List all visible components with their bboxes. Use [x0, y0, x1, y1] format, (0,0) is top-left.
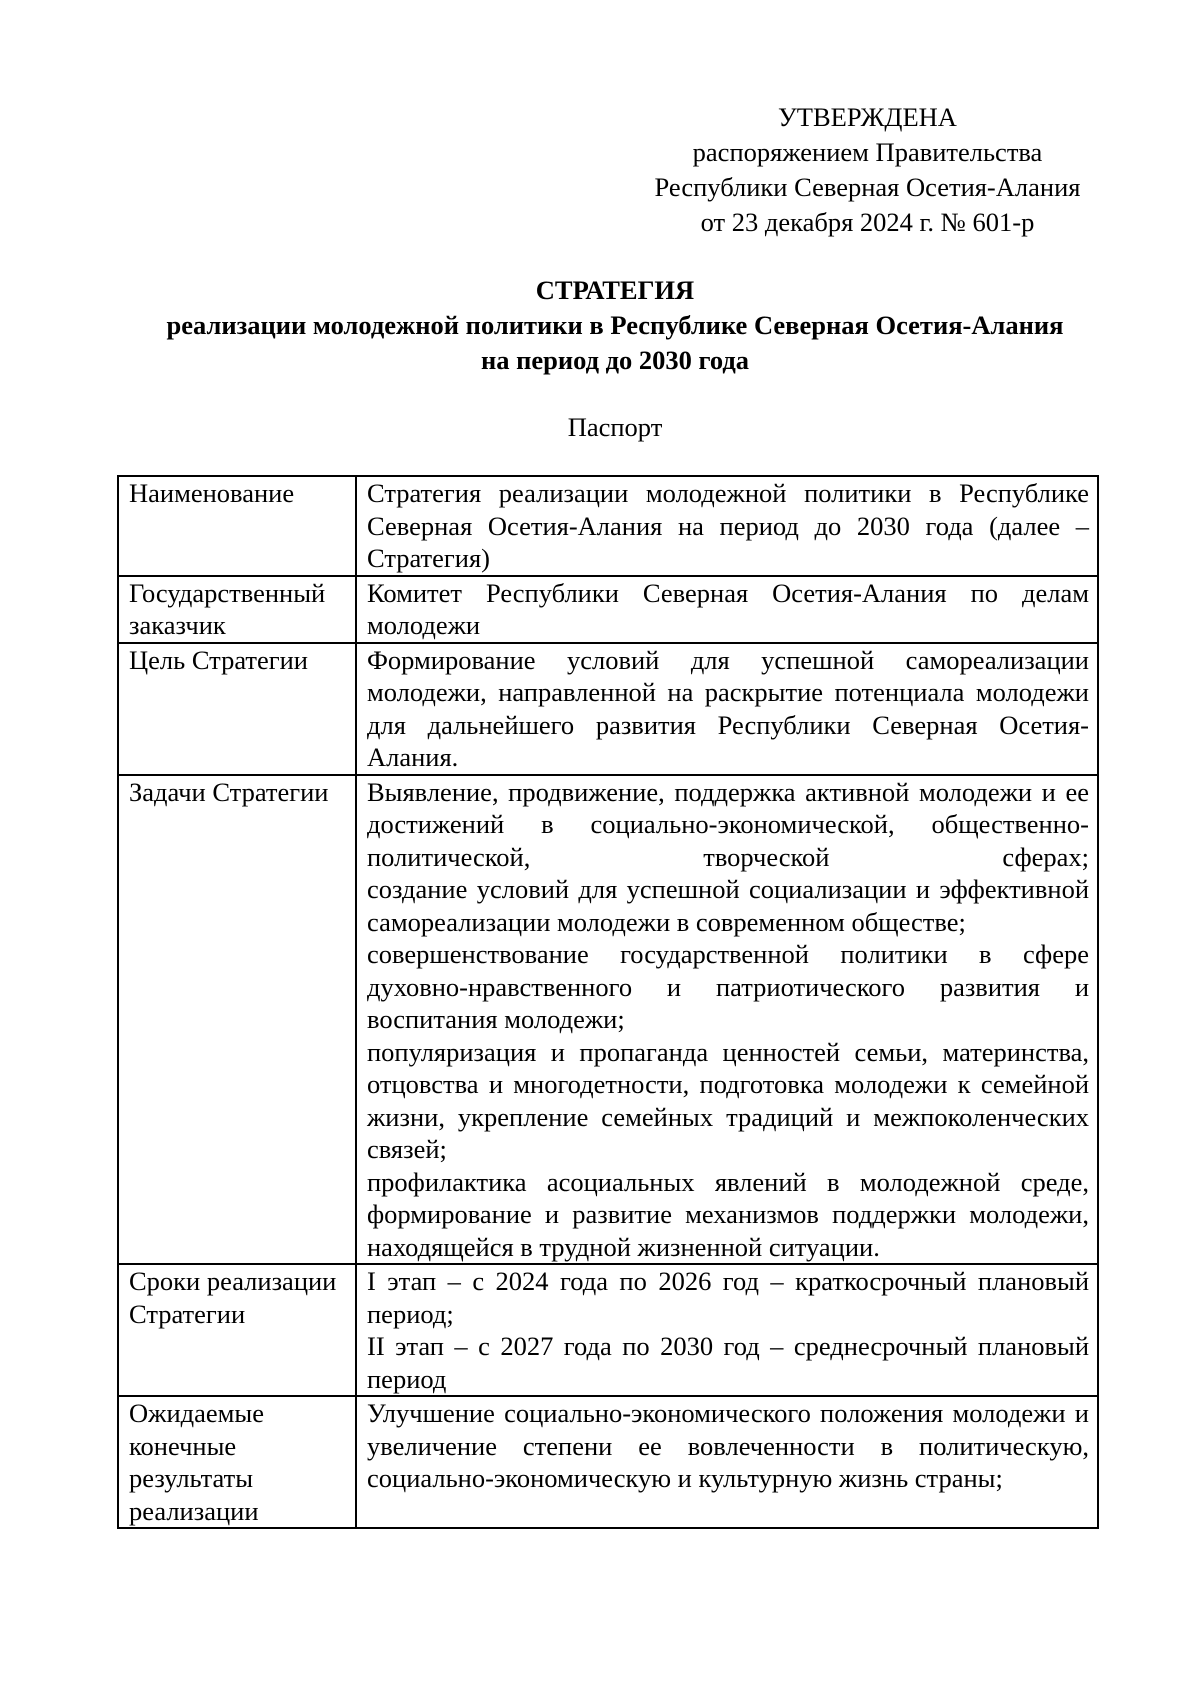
row-paragraph: создание условий для успешной социализации и эффективной самореализации молодежи в современном обществе;: [367, 874, 1089, 937]
approval-stamp: [630, 100, 1105, 240]
approval-line-date: от 23 декабря 2024 г. № 601-р: [700, 207, 1035, 237]
row-paragraph: II этап – с 2027 года по 2030 год – среднесрочный плановый период: [367, 1331, 1089, 1394]
table-row: [118, 643, 1098, 775]
title-period: на период до 2030 года: [480, 345, 750, 375]
title-main: СТРАТЕГИЯ: [535, 275, 695, 305]
row-label: Сроки реализации Стратегии: [118, 1264, 356, 1396]
approval-line-order: распоряжением Правительства: [692, 137, 1043, 167]
row-value: [356, 576, 1098, 643]
table-row: [118, 1396, 1098, 1528]
document-title: [110, 273, 1120, 378]
row-paragraph: Стратегия реализации молодежной политики в Республике Северная Осетия-Алания на период до 2030 года (далее – Стратегия): [367, 478, 1089, 573]
row-label: Задачи Стратегии: [118, 775, 356, 1265]
row-paragraph: Улучшение социально-экономического положения молодежи и увеличение степени ее вовлеченности в политическую, социально-экономическую и культурную жизнь страны;: [367, 1398, 1089, 1493]
approval-line-approved: УТВЕРЖДЕНА: [778, 102, 957, 132]
row-paragraph: Формирование условий для успешной самореализации молодежи, направленной на раскрытие потенциала молодежи для дальнейшего развития Республики Северная Осетия-Алания.: [367, 644, 1089, 772]
row-value: [356, 643, 1098, 775]
title-subject: реализации молодежной политики в Республике Северная Осетия-Алания: [166, 310, 1064, 340]
row-label: Наименование: [118, 476, 356, 576]
row-paragraph: I этап – с 2024 года по 2026 год – краткосрочный плановый период;: [367, 1266, 1089, 1329]
passport-table: [117, 475, 1099, 1529]
row-value: [356, 1264, 1098, 1396]
table-row: [118, 1264, 1098, 1396]
table-row: [118, 775, 1098, 1265]
row-paragraph: Выявление, продвижение, поддержка активной молодежи и ее достижений в социально-экономической, общественно-политической, творческой сферах;: [367, 776, 1089, 872]
approval-line-republic: Республики Северная Осетия-Алания: [654, 172, 1081, 202]
row-value: [356, 775, 1098, 1265]
table-row: [118, 576, 1098, 643]
row-label: Цель Стратегии: [118, 643, 356, 775]
row-paragraph: профилактика асоциальных явлений в молодежной среде, формирование и развитие механизмов поддержки молодежи, находящейся в трудной жизненной ситуации.: [367, 1166, 1089, 1262]
row-label: Государственный заказчик: [118, 576, 356, 643]
row-paragraph: Комитет Республики Северная Осетия-Алания по делам молодежи: [367, 577, 1089, 640]
section-heading-passport: Паспорт: [567, 412, 663, 442]
row-label: Ожидаемые конечные результаты реализации: [118, 1396, 356, 1528]
row-paragraph: совершенствование государственной политики в сфере духовно-нравственного и патриотического развития и воспитания молодежи;: [367, 939, 1089, 1034]
row-paragraph: популяризация и пропаганда ценностей семьи, материнства, отцовства и многодетности, подготовка молодежи к семейной жизни, укрепление семейных традиций и межпоколенческих связей;: [367, 1036, 1089, 1164]
table-row: [118, 476, 1098, 576]
row-value: [356, 1396, 1098, 1528]
row-value: [356, 476, 1098, 576]
